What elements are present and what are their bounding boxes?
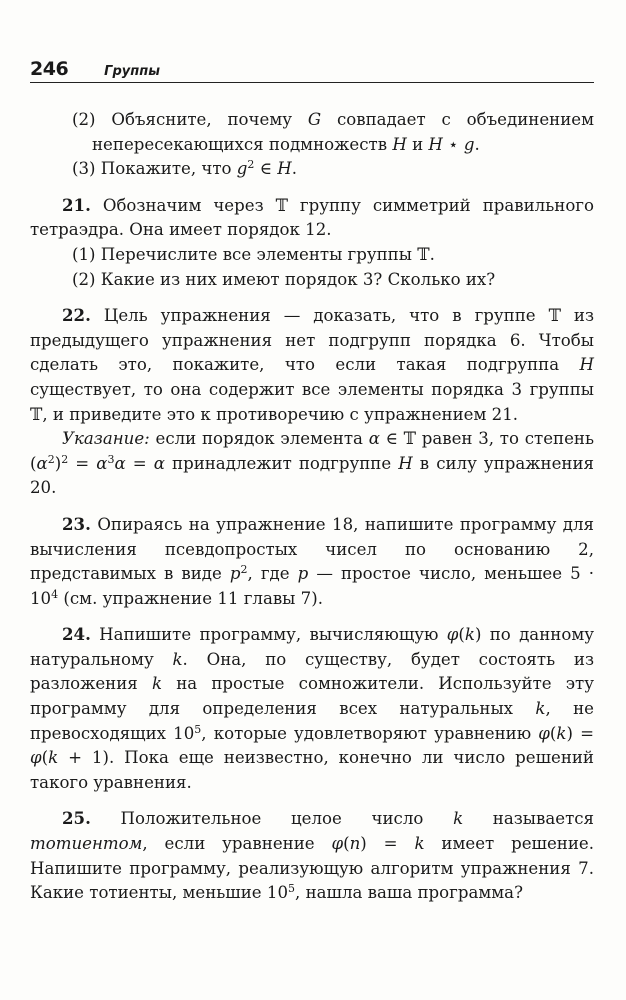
exercise-paragraph: 25. Положительное целое число k называется тотиентом, если уравнение φ(n) = k имеет решение. Напишите программу, реализующую алгоритм упражнения 7. Какие тотиенты, меньшие $10^5$, нашла ваша программа? <box>30 808 595 903</box>
page-body <box>30 108 594 906</box>
running-title: Группы <box>104 64 160 79</box>
sub-item: (3) Покажите, что $g^2$ ∈ H. <box>72 158 298 179</box>
book-page <box>30 58 595 903</box>
page-number: 246 <box>30 58 69 80</box>
exercise-paragraph: 24. Напишите программу, вычисляющую φ(k) по данному натуральному k. Она, по существу, будет состоять из разложения k на простые сомножители. Используйте эту программу для определения всех натуральных k, не превосходящих $10^5$, которые удовлетворяют уравнению φ(k) = φ(k + 1). Пока еще неизвестно, конечно ли число решений такого уравнения. <box>30 624 595 792</box>
exercise-paragraph: 22. Цель упражнения — доказать, что в группе 𝕋 из предыдущего упражнения нет подгрупп порядка 6. Чтобы сделать это, покажите, что если такая подгруппа H существует, то она содержит все элементы порядка 3 группы 𝕋, и приведите это к противоречию с упражнением 21. <box>30 305 594 424</box>
exercise-paragraph: 23. Опираясь на упражнение 18, напишите программу для вычисления псевдопростых чисел по основанию 2, представимых в виде $p^2$, где p — простое число, меньшее $5 \cdot 10^4$ (см. упражнение 11 главы 7). <box>30 513 594 608</box>
page-header <box>30 58 594 82</box>
exercise-paragraph: 21. Обозначим через 𝕋 группу симметрий правильного тетраэдра. Она имеет порядок 12. <box>30 194 594 240</box>
sub-item: (1) Перечислите все элементы группы 𝕋. <box>72 244 435 264</box>
sub-item: (2) Объясните, почему G совпадает с объединением непересекающихся подмножеств H и H ⋆ g. <box>72 110 594 154</box>
exercise-paragraph: Указание: если порядок элемента α ∈ 𝕋 равен 3, то степень $(\alpha^2)^2 = \alpha^3\alpha = \alpha$ принадлежит подгруппе H в силу упражнения 20. <box>30 429 594 498</box>
header-rule <box>30 82 594 83</box>
sub-item: (2) Какие из них имеют порядок 3? Сколько их? <box>72 269 496 289</box>
